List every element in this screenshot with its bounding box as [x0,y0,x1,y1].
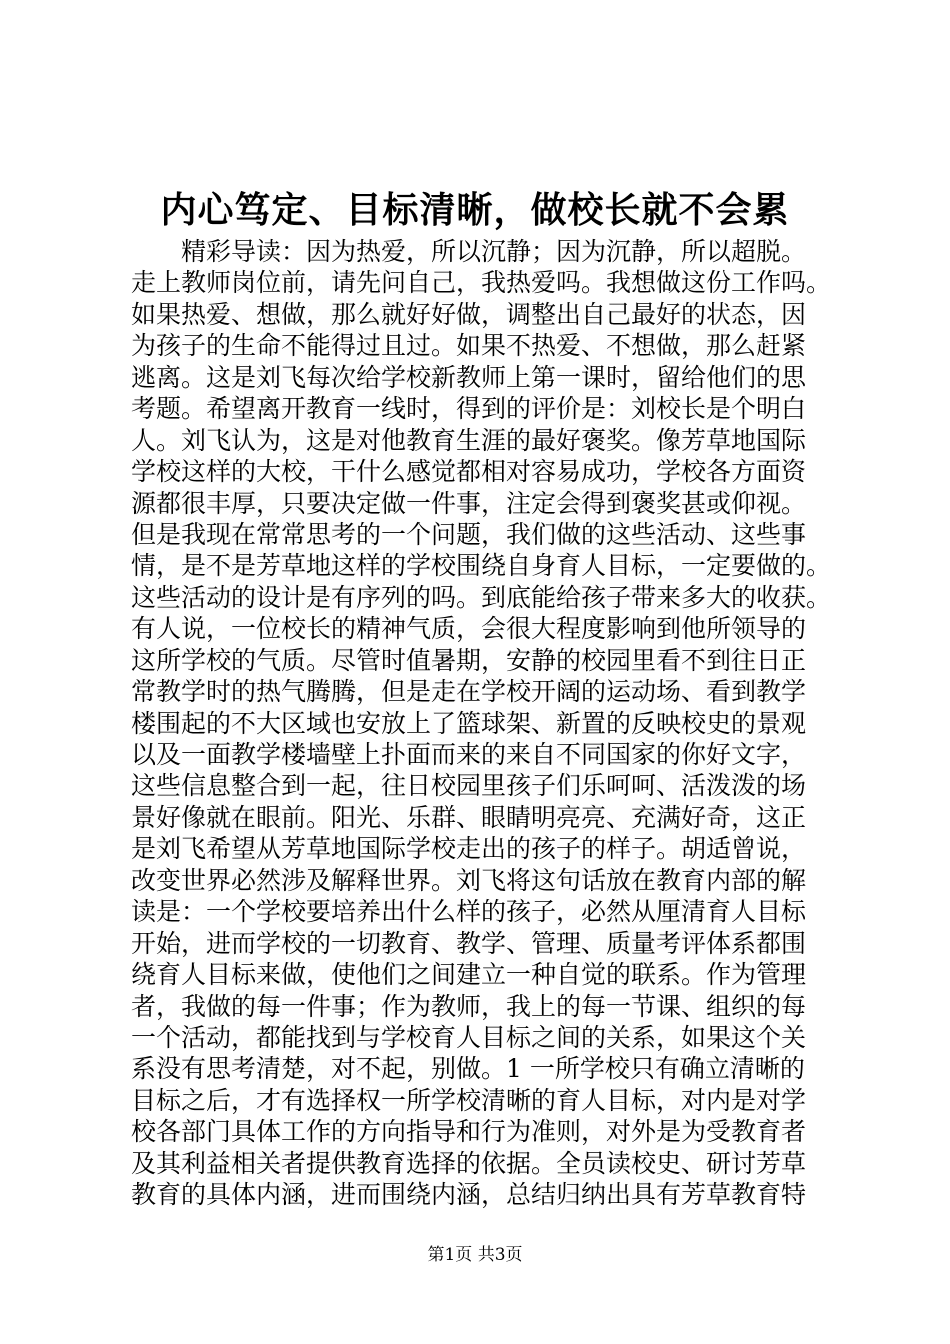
document-body [131,236,831,1211]
body-line: 景好像就在眼前。阳光、乐群、眼睛明亮亮、充满好奇，这正 [131,802,807,832]
body-line: 教育的具体内涵，进而围绕内涵，总结归纳出具有芳草教育特 [131,1180,807,1210]
body-line: 情，是不是芳草地这样的学校围绕自身育人目标，一定要做的。 [131,551,832,581]
body-line: 绕育人目标来做，使他们之间建立一种自觉的联系。作为管理 [131,960,807,990]
body-line: 者，我做的每一件事；作为教师，我上的每一节课、组织的每 [131,991,807,1021]
body-line: 读是：一个学校要培养出什么样的孩子，必然从厘清育人目标 [131,897,807,927]
body-line: 一个活动，都能找到与学校育人目标之间的关系，如果这个关 [131,1022,807,1052]
body-line: 逃离。这是刘飞每次给学校新教师上第一课时，留给他们的思 [131,362,807,392]
body-line: 目标之后，才有选择权一所学校清晰的育人目标，对内是对学 [131,1085,807,1115]
body-line: 这些信息整合到一起，往日校园里孩子们乐呵呵、活泼泼的场 [131,771,807,801]
body-line: 系没有思考清楚，对不起，别做。1 一所学校只有确立清晰的 [131,1054,805,1084]
body-line: 这所学校的气质。尽管时值暑期，安静的校园里看不到往日正 [131,645,807,675]
body-line: 考题。希望离开教育一线时，得到的评价是：刘校长是个明白 [131,394,807,424]
body-line: 校各部门具体工作的方向指导和行为准则，对外是为受教育者 [131,1117,807,1147]
body-line: 及其利益相关者提供教育选择的依据。全员读校史、研讨芳草 [131,1148,807,1178]
body-line: 为孩子的生命不能得过且过。如果不热爱、不想做，那么赶紧 [131,331,807,361]
body-line: 以及一面教学楼墙壁上扑面而来的来自不同国家的你好文字， [131,740,807,769]
document-title: 内心笃定、目标清晰，做校长就不会累 [160,189,790,231]
body-line: 学校这样的大校，干什么感觉都相对容易成功，学校各方面资 [131,457,807,487]
body-line: 人。刘飞认为，这是对他教育生涯的最好褒奖。像芳草地国际 [131,425,807,455]
body-line: 源都很丰厚，只要决定做一件事，注定会得到褒奖甚或仰视。 [131,488,807,518]
body-line: 开始，进而学校的一切教育、教学、管理、质量考评体系都围 [131,928,807,958]
body-line: 楼围起的不大区域也安放上了篮球架、新置的反映校史的景观 [131,708,807,738]
body-line: 改变世界必然涉及解释世界。刘飞将这句话放在教育内部的解 [131,865,807,895]
body-line: 如果热爱、想做，那么就好好做，调整出自己最好的状态，因 [131,299,807,329]
body-line: 精彩导读：因为热爱，所以沉静；因为沉静，所以超脱。 [181,237,807,266]
body-line: 是刘飞希望从芳草地国际学校走出的孩子的样子。胡适曾说， [131,834,807,864]
body-line: 但是我现在常常思考的一个问题，我们做的这些活动、这些事 [131,519,807,549]
body-line: 常教学时的热气腾腾，但是走在学校开阔的运动场、看到教学 [131,677,807,707]
body-line: 走上教师岗位前，请先问自己，我热爱吗。我想做这份工作吗。 [131,268,832,298]
body-line: 这些活动的设计是有序列的吗。到底能给孩子带来多大的收获。 [131,582,832,612]
body-line: 有人说，一位校长的精神气质，会很大程度影响到他所领导的 [131,614,807,644]
page-footer: 第1页 共3页 [427,1245,523,1265]
